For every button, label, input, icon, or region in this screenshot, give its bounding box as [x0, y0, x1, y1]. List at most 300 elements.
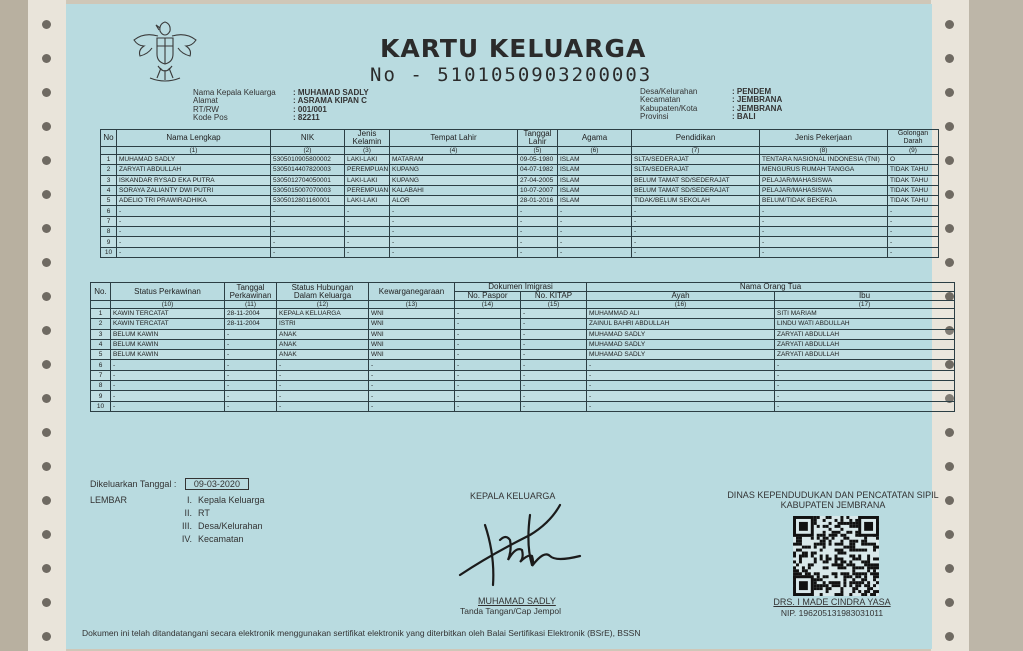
table-cell: - — [117, 247, 271, 257]
table-cell: 9 — [91, 391, 111, 401]
table-row — [91, 370, 955, 380]
perforation-hole — [945, 122, 954, 131]
table-cell: - — [587, 391, 775, 401]
col-header: Tempat Lahir — [390, 130, 518, 147]
table-cell: - — [518, 227, 558, 237]
table-cell: - — [632, 247, 760, 257]
table-cell: - — [760, 227, 888, 237]
table-cell: ZARYATI ABDULLAH — [117, 165, 271, 175]
perforation-hole — [42, 122, 51, 131]
table-cell: - — [271, 206, 345, 216]
table-row — [101, 155, 939, 165]
col-header: Tanggal Perkawinan — [225, 283, 277, 301]
table-cell: BELUM KAWIN — [111, 350, 225, 360]
table-cell: 1 — [101, 155, 117, 165]
table-cell: - — [558, 237, 632, 247]
perforation-hole — [42, 20, 51, 29]
perforation-hole — [945, 258, 954, 267]
table-cell: - — [225, 360, 277, 370]
table-cell: 2 — [101, 165, 117, 175]
table-cell: BELUM TAMAT SD/SEDERAJAT — [632, 185, 760, 195]
col-index: (15) — [521, 301, 587, 309]
table-cell: 5305014407820003 — [271, 165, 345, 175]
table-cell: - — [521, 401, 587, 411]
table-cell: - — [632, 227, 760, 237]
issued-date: 09-03-2020 — [185, 478, 249, 490]
table-cell: 10 — [91, 401, 111, 411]
col-index: (3) — [345, 147, 390, 155]
table-cell: 04-07-1982 — [518, 165, 558, 175]
table-cell: - — [518, 247, 558, 257]
table-cell: - — [521, 319, 587, 329]
head-signature-name: MUHAMAD SADLY — [478, 596, 556, 606]
table-cell: - — [225, 391, 277, 401]
table-cell: - — [518, 237, 558, 247]
col-header: Nama Lengkap — [117, 130, 271, 147]
table-cell: - — [775, 360, 955, 370]
table-cell: MUHAMAD SADLY — [117, 155, 271, 165]
table-cell: 28-01-2016 — [518, 196, 558, 206]
table-cell: 4 — [91, 339, 111, 349]
table-cell: TIDAK TAHU — [888, 196, 939, 206]
perforation-hole — [42, 394, 51, 403]
table-row — [101, 247, 939, 257]
table-row — [101, 206, 939, 216]
header-value: : JEMBRANA — [732, 103, 783, 113]
official-name: DRS. I MADE CINDRA YASA — [773, 597, 891, 607]
header-label: Alamat — [193, 96, 218, 106]
table-cell: 5 — [91, 350, 111, 360]
lembar-item: Desa/Kelurahan — [198, 521, 263, 531]
table-cell: 7 — [91, 370, 111, 380]
table-cell: - — [888, 227, 939, 237]
table-cell: ISLAM — [558, 196, 632, 206]
table-cell: - — [277, 381, 369, 391]
col-header: Golongan Darah — [888, 130, 939, 147]
header-label: Nama Kepala Keluarga — [193, 88, 276, 97]
table-cell: - — [558, 216, 632, 226]
table-cell: - — [345, 216, 390, 226]
lembar-item: Kepala Keluarga — [198, 495, 265, 505]
table-cell: - — [888, 216, 939, 226]
table-cell: - — [271, 227, 345, 237]
perforation-hole — [42, 258, 51, 267]
table-row — [101, 175, 939, 185]
table-row — [101, 227, 939, 237]
table-cell: 5305010905800002 — [271, 155, 345, 165]
table-cell: MUHAMAD SADLY — [587, 350, 775, 360]
perforation-hole — [945, 462, 954, 471]
table-cell: SLTA/SEDERAJAT — [632, 165, 760, 175]
table-cell: ISTRI — [277, 319, 369, 329]
table-cell: WNI — [369, 339, 455, 349]
table-cell: ISLAM — [558, 165, 632, 175]
table-cell: - — [760, 247, 888, 257]
perforation-hole — [42, 598, 51, 607]
table-cell: - — [455, 360, 521, 370]
table-cell: 6 — [101, 206, 117, 216]
table-cell: ANAK — [277, 329, 369, 339]
table-cell: TENTARA NASIONAL INDONESIA (TNI) — [760, 155, 888, 165]
table-cell: KAWIN TERCATAT — [111, 309, 225, 319]
header-label: Kode Pos — [193, 112, 228, 122]
table-cell: - — [521, 309, 587, 319]
col-index: (5) — [518, 147, 558, 155]
table-cell: - — [521, 381, 587, 391]
table-row — [91, 319, 955, 329]
table-cell: ANAK — [277, 339, 369, 349]
header-value: : 82211 — [293, 112, 320, 122]
table-cell: PELAJAR/MAHASISWA — [760, 185, 888, 195]
table-cell: LAKI-LAKI — [345, 155, 390, 165]
perforation-hole — [42, 88, 51, 97]
table-cell: - — [369, 381, 455, 391]
col-index: (7) — [632, 147, 760, 155]
table-cell: TIDAK TAHU — [888, 175, 939, 185]
table-cell: KUPANG — [390, 165, 518, 175]
table-cell: ISLAM — [558, 185, 632, 195]
table-cell: ALOR — [390, 196, 518, 206]
office-heading — [708, 490, 958, 510]
table-cell: 2 — [91, 319, 111, 329]
table-cell: SITI MARIAM — [775, 309, 955, 319]
table-cell: - — [775, 381, 955, 391]
col-index: (8) — [760, 147, 888, 155]
col-header: Status Perkawinan — [111, 283, 225, 301]
table-cell: - — [271, 237, 345, 247]
table-cell: - — [888, 206, 939, 216]
table-cell: - — [775, 401, 955, 411]
table-cell: LAKI-LAKI — [345, 196, 390, 206]
table-cell: MATARAM — [390, 155, 518, 165]
table-cell: TIDAK/BELUM SEKOLAH — [632, 196, 760, 206]
table-cell: - — [521, 350, 587, 360]
table-cell: - — [455, 309, 521, 319]
col-index: (2) — [271, 147, 345, 155]
perforation-hole — [42, 326, 51, 335]
perforation-hole — [945, 156, 954, 165]
header-value: : PENDEM — [732, 87, 772, 96]
table-cell: ISLAM — [558, 155, 632, 165]
col-index: (9) — [888, 147, 939, 155]
table-cell: KALABAHI — [390, 185, 518, 195]
perforation-hole — [945, 428, 954, 437]
table-cell: - — [369, 360, 455, 370]
table-cell: ADELIO TRI PRAWIRADHIKA — [117, 196, 271, 206]
table-cell: ISKANDAR RYSAD EKA PUTRA — [117, 175, 271, 185]
header-value: : MUHAMAD SADLY — [293, 88, 369, 97]
table-cell: - — [390, 237, 518, 247]
perforation-hole — [945, 632, 954, 641]
table-cell: - — [369, 391, 455, 401]
table-cell: PELAJAR/MAHASISWA — [760, 175, 888, 185]
table-cell: - — [345, 247, 390, 257]
table-cell: BELUM TAMAT SD/SEDERAJAT — [632, 175, 760, 185]
lembar-label: LEMBAR — [90, 495, 128, 505]
table-cell: ZARYATI ABDULLAH — [775, 350, 955, 360]
table-row — [91, 401, 955, 411]
table-cell: 3 — [91, 329, 111, 339]
col-header: Jenis Kelamin — [345, 130, 390, 147]
table-cell: - — [455, 391, 521, 401]
col-index: (1) — [117, 147, 271, 155]
table-cell: MUHAMAD SADLY — [587, 329, 775, 339]
table-cell: SLTA/SEDERAJAT — [632, 155, 760, 165]
table-cell: 6 — [91, 360, 111, 370]
table-cell: - — [518, 206, 558, 216]
lembar-list — [90, 494, 265, 546]
perforation-hole — [42, 564, 51, 573]
table-cell: TIDAK TAHU — [888, 165, 939, 175]
head-signature-title: KEPALA KELUARGA — [470, 491, 556, 501]
table-cell: ISLAM — [558, 175, 632, 185]
table-cell: 5305012704050001 — [271, 175, 345, 185]
table-cell: WNI — [369, 329, 455, 339]
table-cell: - — [225, 401, 277, 411]
table-cell: 8 — [101, 227, 117, 237]
table-cell: SORAYA ZALIANTY DWI PUTRI — [117, 185, 271, 195]
table-row — [91, 329, 955, 339]
table-cell: - — [888, 237, 939, 247]
perforation-hole — [945, 190, 954, 199]
perforated-strip-left — [28, 0, 67, 651]
table-cell: - — [521, 391, 587, 401]
perforation-hole — [42, 530, 51, 539]
table-cell: - — [521, 339, 587, 349]
table-cell: - — [117, 227, 271, 237]
table-cell: - — [345, 237, 390, 247]
col-index: (10) — [111, 301, 225, 309]
table-cell: ZARYATI ABDULLAH — [775, 329, 955, 339]
table-cell: - — [558, 206, 632, 216]
perforation-hole — [42, 190, 51, 199]
table-row — [101, 216, 939, 226]
table-cell: WNI — [369, 350, 455, 360]
header-value: : JEMBRANA — [732, 95, 783, 105]
table-cell: MENGURUS RUMAH TANGGA — [760, 165, 888, 175]
table-cell: 1 — [91, 309, 111, 319]
qr-code-icon — [793, 516, 879, 596]
lembar-item: Kecamatan — [198, 534, 244, 544]
perforation-hole — [945, 54, 954, 63]
garuda-emblem-icon — [128, 14, 202, 88]
table-cell: - — [521, 370, 587, 380]
table-cell: - — [455, 339, 521, 349]
table-cell: - — [888, 247, 939, 257]
perforation-hole — [42, 360, 51, 369]
table-cell: - — [277, 401, 369, 411]
header-value: : BALI — [732, 111, 756, 121]
perforation-hole — [945, 598, 954, 607]
table-cell: - — [558, 247, 632, 257]
table-cell: BELUM/TIDAK BEKERJA — [760, 196, 888, 206]
table-cell: - — [111, 391, 225, 401]
perforation-hole — [945, 530, 954, 539]
table-cell: - — [390, 216, 518, 226]
header-label: Desa/Kelurahan — [640, 87, 698, 96]
family-status-table — [90, 282, 955, 412]
table-cell: 27-04-2005 — [518, 175, 558, 185]
table-cell: - — [390, 206, 518, 216]
col-index: (11) — [225, 301, 277, 309]
table-cell: 8 — [91, 381, 111, 391]
table-cell: - — [111, 381, 225, 391]
perforation-hole — [42, 224, 51, 233]
header-label: RT/RW — [193, 104, 219, 114]
col-index: (14) — [455, 301, 521, 309]
table-cell: - — [225, 350, 277, 360]
table-cell: 10 — [101, 247, 117, 257]
table-cell: 9 — [101, 237, 117, 247]
col-header: Dokumen Imigrasi — [455, 283, 587, 292]
table-cell: - — [775, 391, 955, 401]
table-cell: - — [390, 247, 518, 257]
issued-date-line — [90, 478, 249, 490]
table-row — [101, 185, 939, 195]
lembar-num: II. — [184, 508, 192, 518]
table-cell: 4 — [101, 185, 117, 195]
col-header: Status Hubungan Dalam Keluarga — [277, 283, 369, 301]
col-header: Ibu — [775, 292, 955, 301]
table-cell: MUHAMAD SADLY — [587, 339, 775, 349]
col-header: Kewarganegaraan — [369, 283, 455, 301]
table-cell: WNI — [369, 319, 455, 329]
table-cell: - — [277, 391, 369, 401]
table-row — [101, 237, 939, 247]
table-cell: - — [111, 401, 225, 411]
table-cell: - — [111, 360, 225, 370]
col-index: (6) — [558, 147, 632, 155]
header-left — [193, 89, 369, 122]
col-header: Tanggal Lahir — [518, 130, 558, 147]
table-cell: ZAINUL BAHRI ABDULLAH — [587, 319, 775, 329]
col-header: Ayah — [587, 292, 775, 301]
perforation-hole — [945, 88, 954, 97]
lembar-item: RT — [198, 508, 210, 518]
table-cell: - — [225, 329, 277, 339]
table-cell: - — [369, 370, 455, 380]
table-cell: - — [455, 370, 521, 380]
header-value: : 001/001 — [293, 104, 327, 114]
table-cell: - — [760, 216, 888, 226]
table-cell: 5305015007070003 — [271, 185, 345, 195]
table-cell: - — [277, 360, 369, 370]
col-index — [101, 147, 117, 155]
table-cell: - — [760, 206, 888, 216]
table-cell: KEPALA KELUARGA — [277, 309, 369, 319]
table-cell: O — [888, 155, 939, 165]
table-cell: - — [117, 206, 271, 216]
table-cell: TIDAK TAHU — [888, 185, 939, 195]
col-header: No — [101, 130, 117, 147]
footer-note: Dokumen ini telah ditandatangani secara elektronik menggunakan sertifikat elektronik yang diterbitkan oleh Balai Sertifikasi Elektronik (BSrE), BSSN — [82, 628, 641, 638]
col-index — [91, 301, 111, 309]
table-cell: MUHAMMAD ALI — [587, 309, 775, 319]
official-nip: NIP. 196205131983031011 — [780, 608, 884, 618]
handwritten-signature — [440, 495, 600, 595]
col-index: (12) — [277, 301, 369, 309]
table-cell: WNI — [369, 309, 455, 319]
table-cell: - — [775, 370, 955, 380]
table-cell: ANAK — [277, 350, 369, 360]
table-row — [91, 381, 955, 391]
table-cell: - — [345, 206, 390, 216]
table-cell: 7 — [101, 216, 117, 226]
col-header: Pendidikan — [632, 130, 760, 147]
table-cell: BELUM KAWIN — [111, 339, 225, 349]
table-cell: 10-07-2007 — [518, 185, 558, 195]
office-line2: KABUPATEN JEMBRANA — [780, 500, 886, 510]
perforation-hole — [42, 632, 51, 641]
table-cell: - — [455, 401, 521, 411]
table-cell: - — [225, 339, 277, 349]
lembar-num: III. — [181, 521, 192, 531]
table-cell: - — [632, 237, 760, 247]
perforation-hole — [42, 156, 51, 165]
perforation-hole — [42, 292, 51, 301]
table-cell: LAKI-LAKI — [345, 175, 390, 185]
table-cell: - — [587, 370, 775, 380]
header-label: Kecamatan — [640, 95, 681, 105]
table-cell: - — [518, 216, 558, 226]
table-cell: - — [390, 227, 518, 237]
table-cell: - — [225, 370, 277, 380]
table-cell: 28-11-2004 — [225, 309, 277, 319]
table-cell: - — [345, 227, 390, 237]
table-cell: - — [521, 360, 587, 370]
table-row — [101, 165, 939, 175]
header-label: Provinsi — [640, 111, 669, 121]
table-cell: - — [271, 216, 345, 226]
kk-number: No - 5101050903200003 — [370, 64, 653, 86]
family-members-table — [100, 129, 939, 258]
table-cell: 5305012801160001 — [271, 196, 345, 206]
col-header: Jenis Pekerjaan — [760, 130, 888, 147]
table-cell: - — [455, 381, 521, 391]
header-value: : ASRAMA KIPAN C — [293, 96, 367, 106]
table-cell: - — [455, 319, 521, 329]
table-row — [101, 196, 939, 206]
table-cell: - — [760, 237, 888, 247]
perforation-hole — [42, 54, 51, 63]
col-header: Nama Orang Tua — [587, 283, 955, 292]
lembar-num: I. — [186, 495, 192, 505]
table-cell: - — [587, 401, 775, 411]
table-cell: PEREMPUAN — [345, 165, 390, 175]
table-cell: 5 — [101, 196, 117, 206]
table-cell: BELUM KAWIN — [111, 329, 225, 339]
table-cell: - — [521, 329, 587, 339]
col-header: No. KITAP — [521, 292, 587, 301]
table-row — [91, 309, 955, 319]
lembar-num: IV. — [181, 534, 192, 544]
table-cell: - — [225, 381, 277, 391]
col-header: NIK — [271, 130, 345, 147]
table-cell: KAWIN TERCATAT — [111, 319, 225, 329]
table-cell: - — [369, 401, 455, 411]
table-cell: - — [111, 370, 225, 380]
col-index: (13) — [369, 301, 455, 309]
issued-label: Dikeluarkan Tanggal : — [90, 479, 177, 489]
office-line1: DINAS KEPENDUDUKAN DAN PENCATATAN SIPIL — [727, 490, 939, 500]
table-cell: PEREMPUAN — [345, 185, 390, 195]
table-cell: - — [455, 350, 521, 360]
table-cell: - — [587, 360, 775, 370]
table-cell: - — [632, 216, 760, 226]
table-cell: 09-05-1980 — [518, 155, 558, 165]
col-index: (17) — [775, 301, 955, 309]
table-cell: 28-11-2004 — [225, 319, 277, 329]
